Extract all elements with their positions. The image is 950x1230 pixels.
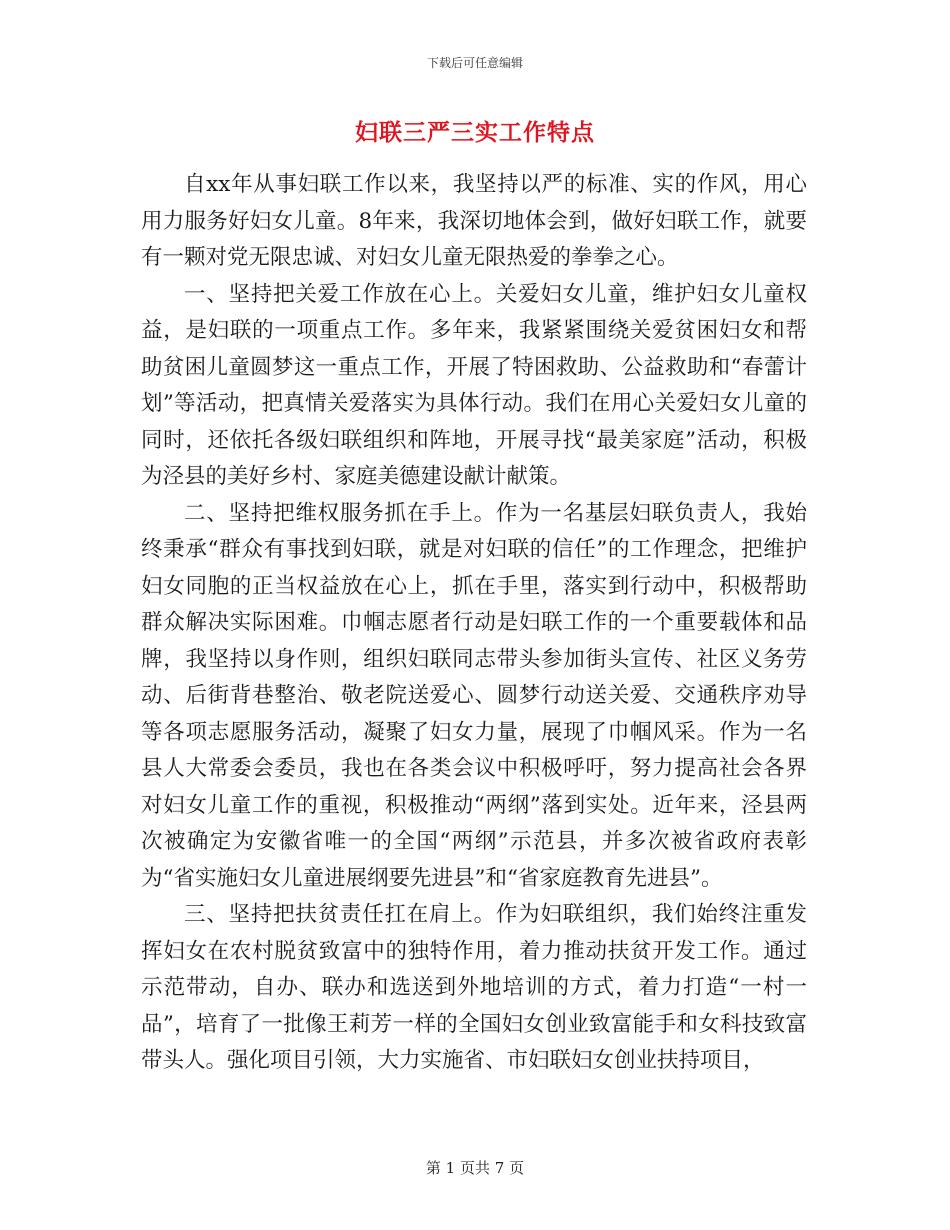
document-body	[141, 167, 807, 1080]
paragraph-intro: 自xx年从事妇联工作以来，我坚持以严的标准、实的作风，用心用力服务好妇女儿童。8年来，我深切地体会到，做好妇联工作，就要有一颗对党无限忠诚、对妇女儿童无限热爱的拳拳之心。	[141, 172, 807, 270]
page-number: 第 1 页共 7 页	[425, 1159, 525, 1177]
paragraph-section-1: 一、坚持把关爱工作放在心上。关爱妇女儿童，维护妇女儿童权益，是妇联的一项重点工作。多年来，我紧紧围绕关爱贫困妇女和帮助贫困儿童圆梦这一重点工作，开展了特困救助、公益救助和“春蕾计划”等活动，把真情关爱落实为具体行动。我们在用心关爱妇女儿童的同时，还依托各级妇联组织和阵地，开展寻找“最美家庭”活动，积极为泾县的美好乡村、家庭美德建设献计献策。	[141, 281, 807, 489]
document-title: 妇联三严三实工作特点	[355, 119, 595, 146]
paragraph-section-3: 三、坚持把扶贫责任扛在肩上。作为妇联组织，我们始终注重发挥妇女在农村脱贫致富中的独特作用，着力推动扶贫开发工作。通过示范带动，自办、联办和选送到外地培训的方式，着力打造“一村一品”，培育了一批像王莉芳一样的全国妇女创业致富能手和女科技致富带头人。强化项目引领，大力实施省、市妇联妇女创业扶持项目，	[141, 902, 807, 1073]
paragraph-section-2: 二、坚持把维权服务抓在手上。作为一名基层妇联负责人，我始终秉承“群众有事找到妇联，就是对妇联的信任”的工作理念，把维护妇女同胞的正当权益放在心上，抓在手里，落实到行动中，积极帮助群众解决实际困难。巾帼志愿者行动是妇联工作的一个重要载体和品牌，我坚持以身作则，组织妇联同志带头参加街头宣传、社区义务劳动、后街背巷整治、敬老院送爱心、圆梦行动送关爱、交通秩序劝导等各项志愿服务活动，凝聚了妇女力量，展现了巾帼风采。作为一名县人大常委会委员，我也在各类会议中积极呼吁，努力提高社会各界对妇女儿童工作的重视，积极推动“两纲”落到实处。近年来，泾县两次被确定为安徽省唯一的全国“两纲”示范县，并多次被省政府表彰为“省实施妇女儿童进展纲要先进县”和“省家庭教育先进县”。	[141, 500, 807, 891]
header-note: 下载后可任意编辑	[426, 56, 523, 70]
